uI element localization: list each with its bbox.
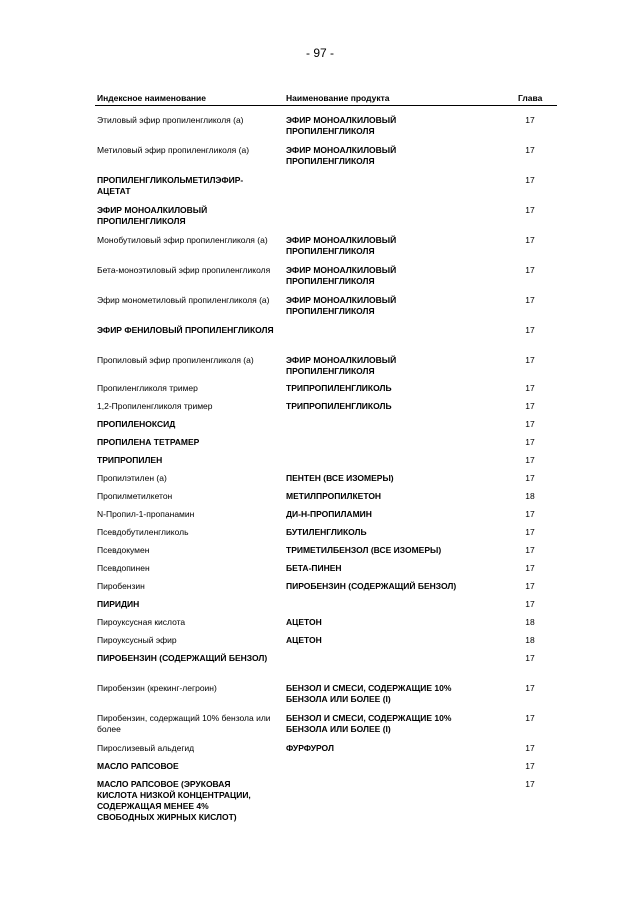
chapter-cell: 17 <box>525 205 535 215</box>
chapter-cell: 17 <box>525 383 535 393</box>
product-name-cell: ТРИПРОПИЛЕНГЛИКОЛЬ <box>286 383 392 393</box>
product-name-cell: ФУРФУРОЛ <box>286 743 334 753</box>
page-number: - 97 - <box>305 46 334 60</box>
header-chapter: Глава <box>518 93 543 103</box>
product-name-cell: ЭФИР МОНОАЛКИЛОВЫЙ ПРОПИЛЕНГЛИКОЛЯ <box>286 235 397 256</box>
chapter-cell: 18 <box>525 491 535 501</box>
product-name-cell: БУТИЛЕНГЛИКОЛЬ <box>286 527 367 537</box>
index-name-cell: ПРОПИЛЕНА ТЕТРАМЕР <box>97 437 200 447</box>
chapter-cell: 17 <box>525 455 535 465</box>
index-name-cell: Бета-моноэтиловый эфир пропиленгликоля <box>97 265 271 275</box>
chapter-cell: 17 <box>525 265 535 275</box>
product-name-cell: ТРИПРОПИЛЕНГЛИКОЛЬ <box>286 401 392 411</box>
index-name-cell: Пироуксусная кислота <box>97 617 186 627</box>
product-name-cell: ЭФИР МОНОАЛКИЛОВЫЙ ПРОПИЛЕНГЛИКОЛЯ <box>286 265 397 286</box>
index-name-cell: Пиробензин <box>97 581 145 591</box>
product-name-cell: ЭФИР МОНОАЛКИЛОВЫЙ ПРОПИЛЕНГЛИКОЛЯ <box>286 355 397 376</box>
index-name-cell: Псевдобутиленгликоль <box>97 527 189 537</box>
chapter-cell: 18 <box>525 635 535 645</box>
chapter-cell: 18 <box>525 617 535 627</box>
product-name-cell: ТРИМЕТИЛБЕНЗОЛ (ВСЕ ИЗОМЕРЫ) <box>286 545 442 555</box>
index-table <box>95 93 557 822</box>
index-name-cell: МАСЛО РАПСОВОЕ <box>97 761 179 771</box>
index-name-cell: ТРИПРОПИЛЕН <box>97 455 163 465</box>
index-name-cell: N-Пропил-1-пропанамин <box>97 509 195 519</box>
header-product-name: Наименование продукта <box>286 93 390 103</box>
index-name-cell: 1,2-Пропиленгликоля тример <box>97 401 213 411</box>
chapter-cell: 17 <box>525 437 535 447</box>
index-name-cell: Пиробензин (крекинг-легроин) <box>97 683 217 693</box>
chapter-cell: 17 <box>525 295 535 305</box>
index-name-cell: Этиловый эфир пропиленгликоля (а) <box>97 115 244 125</box>
product-name-cell: ДИ-Н-ПРОПИЛАМИН <box>286 509 372 519</box>
product-name-cell: БЕНЗОЛ И СМЕСИ, СОДЕРЖАЩИЕ 10% БЕНЗОЛА ИЛИ БОЛЕЕ (I) <box>286 683 452 704</box>
chapter-cell: 17 <box>525 527 535 537</box>
chapter-cell: 17 <box>525 653 535 663</box>
chapter-cell: 17 <box>525 581 535 591</box>
index-name-cell: МАСЛО РАПСОВОЕ (ЭРУКОВАЯ КИСЛОТА НИЗКОЙ КОНЦЕНТРАЦИИ, СОДЕРЖАЩАЯ МЕНЕЕ 4% СВОБОДНЫХ ЖИРНЫХ КИСЛОТ) <box>97 779 251 822</box>
index-name-cell: Пирослизевый альдегид <box>97 743 195 753</box>
index-name-cell: Пропилэтилен (а) <box>97 473 167 483</box>
index-name-cell: Монобутиловый эфир пропиленгликоля (а) <box>97 235 268 245</box>
index-name-cell: Метиловый эфир пропиленгликоля (а) <box>97 145 250 155</box>
chapter-cell: 17 <box>525 713 535 723</box>
product-name-cell: АЦЕТОН <box>286 635 322 645</box>
index-name-cell: ЭФИР МОНОАЛКИЛОВЫЙ ПРОПИЛЕНГЛИКОЛЯ <box>97 205 208 226</box>
index-name-cell: Пиробензин, содержащий 10% бензола или более <box>97 713 271 734</box>
table-header <box>95 93 557 106</box>
chapter-cell: 17 <box>525 355 535 365</box>
index-name-cell: Псевдокумен <box>97 545 150 555</box>
chapter-cell: 17 <box>525 419 535 429</box>
index-name-cell: ПИРИДИН <box>97 599 140 609</box>
product-name-cell: МЕТИЛПРОПИЛКЕТОН <box>286 491 382 501</box>
chapter-cell: 17 <box>525 563 535 573</box>
product-name-cell: ЭФИР МОНОАЛКИЛОВЫЙ ПРОПИЛЕНГЛИКОЛЯ <box>286 115 397 136</box>
chapter-cell: 17 <box>525 473 535 483</box>
index-name-cell: Эфир монометиловый пропиленгликоля (а) <box>97 295 270 305</box>
product-name-cell: ПИРОБЕНЗИН (СОДЕРЖАЩИЙ БЕНЗОЛ) <box>286 581 457 591</box>
index-name-cell: ПИРОБЕНЗИН (СОДЕРЖАЩИЙ БЕНЗОЛ) <box>97 653 268 663</box>
chapter-cell: 17 <box>525 545 535 555</box>
index-name-cell: Пропиленгликоля тример <box>97 383 198 393</box>
index-name-cell: ПРОПИЛЕНГЛИКОЛЬМЕТИЛЭФИР-АЦЕТАТ <box>97 175 244 196</box>
chapter-cell: 17 <box>525 401 535 411</box>
chapter-cell: 17 <box>525 779 535 789</box>
index-name-cell: Пироуксусный эфир <box>97 635 177 645</box>
chapter-cell: 17 <box>525 743 535 753</box>
product-name-cell: ПЕНТЕН (ВСЕ ИЗОМЕРЫ) <box>286 473 394 483</box>
product-name-cell: БЕНЗОЛ И СМЕСИ, СОДЕРЖАЩИЕ 10% БЕНЗОЛА ИЛИ БОЛЕЕ (I) <box>286 713 452 734</box>
chapter-cell: 17 <box>525 761 535 771</box>
chapter-cell: 17 <box>525 509 535 519</box>
index-name-cell: ПРОПИЛЕНОКСИД <box>97 419 176 429</box>
index-name-cell: Пропиловый эфир пропиленгликоля (а) <box>97 355 254 365</box>
product-name-cell: ЭФИР МОНОАЛКИЛОВЫЙ ПРОПИЛЕНГЛИКОЛЯ <box>286 295 397 316</box>
chapter-cell: 17 <box>525 175 535 185</box>
product-name-cell: АЦЕТОН <box>286 617 322 627</box>
chapter-cell: 17 <box>525 599 535 609</box>
chapter-cell: 17 <box>525 235 535 245</box>
index-name-cell: Псевдопинен <box>97 563 150 573</box>
index-name-cell: ЭФИР ФЕНИЛОВЫЙ ПРОПИЛЕНГЛИКОЛЯ <box>97 325 274 335</box>
chapter-cell: 17 <box>525 325 535 335</box>
product-name-cell: БЕТА-ПИНЕН <box>286 563 342 573</box>
product-name-cell: ЭФИР МОНОАЛКИЛОВЫЙ ПРОПИЛЕНГЛИКОЛЯ <box>286 145 397 166</box>
index-name-cell: Пропилметилкетон <box>97 491 173 501</box>
header-index-name: Индексное наименование <box>97 93 207 103</box>
chapter-cell: 17 <box>525 115 535 125</box>
chapter-cell: 17 <box>525 145 535 155</box>
chapter-cell: 17 <box>525 683 535 693</box>
